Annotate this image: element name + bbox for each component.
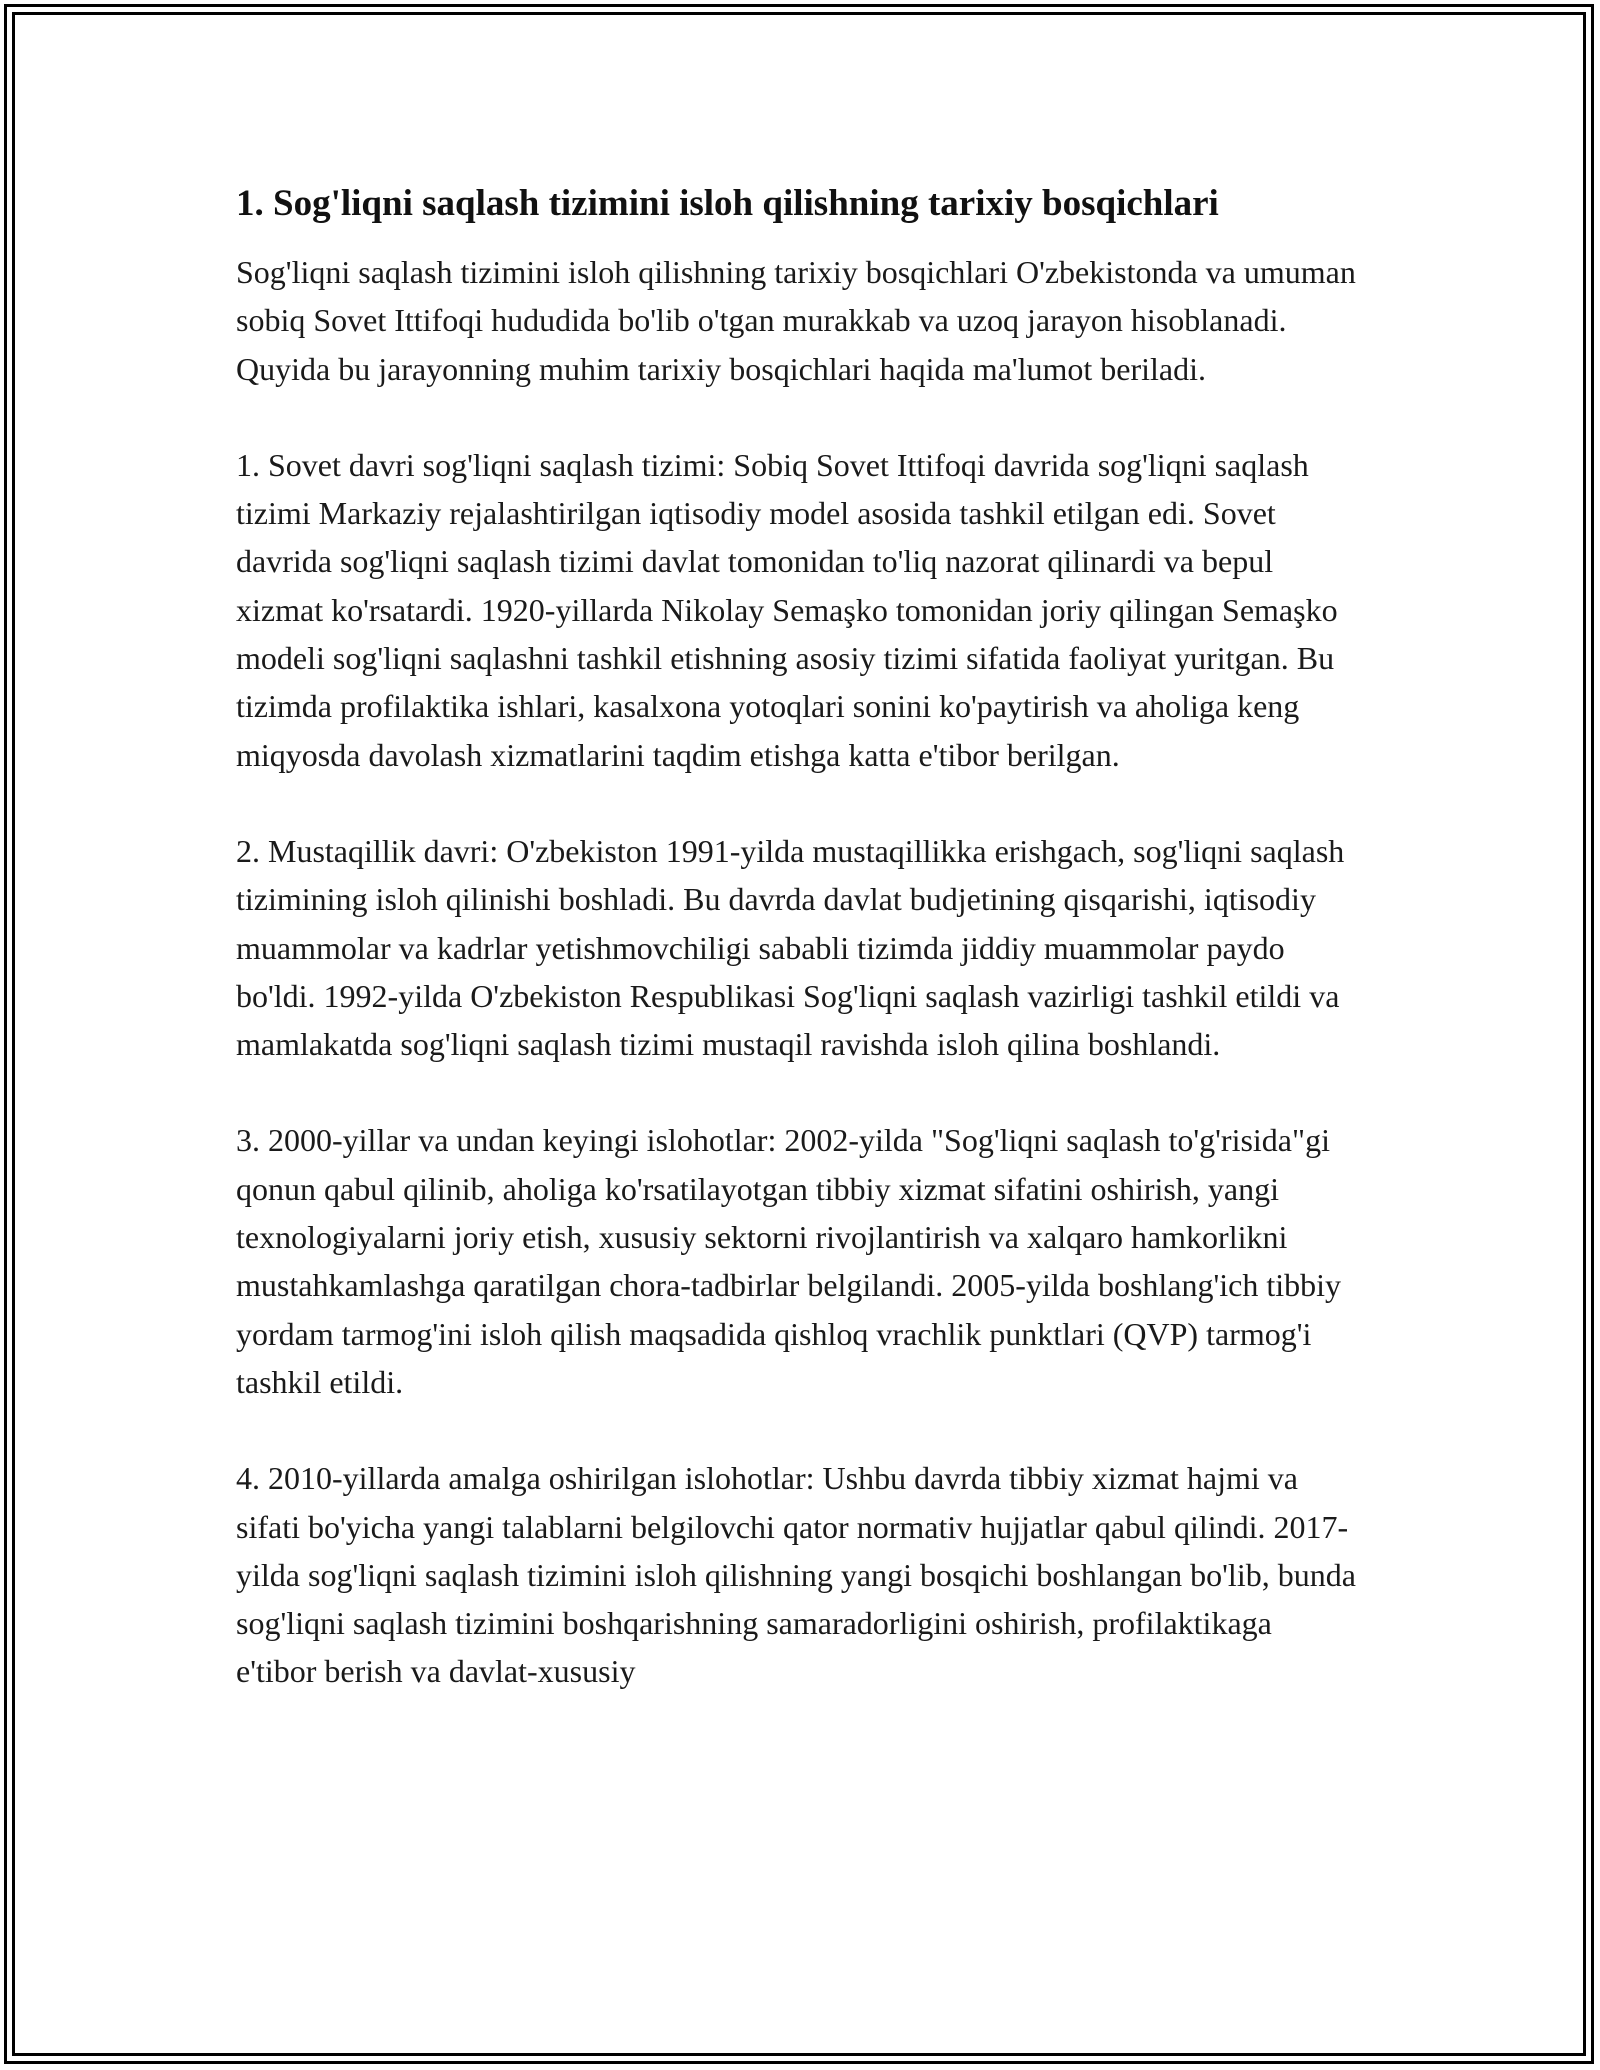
soviet-period-paragraph: 1. Sovet davri sog'liqni saqlash tizimi: Sobiq Sovet Ittifoqi davrida sog'liqni saqlash tizimi Markaziy rejalashtirilgan iqtisodiy model asosida tashkil etilgan edi. Sovet davrida sog'liqni saqlash tizimi davlat tomonidan to'liq nazorat qilinardi va bepul xizmat ko'rsatardi. 1920-yillarda Nikolay Semaşko tomonidan joriy qilingan Semaşko modeli sog'liqni saqlashni tashkil etishning asosiy tizimi sifatida faoliyat yuritgan. Bu tizimda profilaktika ishlari, kasalxona yotoqlari sonini ko'paytirish va aholiga keng miqyosda davolash xizmatlarini taqdim etishga katta e'tibor berilgan. [236,446,1338,773]
document-body [236,182,1360,1744]
intro-paragraph: Sog'liqni saqlash tizimini isloh qilishning tarixiy bosqichlari O'zbekistonda va umuman sobiq Sovet Ittifoqi hududida bo'lib o'tgan murakkab va uzoq jarayon hisoblanadi. Quyida bu jarayonning muhim tarixiy bosqichlari haqida ma'lumot beriladi. [236,254,1356,387]
section-heading: 1. Sog'liqni saqlash tizimini isloh qilishning tarixiy bosqichlari [236,183,1219,224]
reforms-2010s-paragraph: 4. 2010-yillarda amalga oshirilgan islohotlar: Ushbu davrda tibbiy xizmat hajmi va sifati bo'yicha yangi talablarni belgilovchi qator normativ hujjatlar qabul qilindi. 2017-yilda sog'liqni saqlash tizimini isloh qilishning yangi bosqichi boshlangan bo'lib, bunda sog'liqni saqlash tizimini boshqarishning samaradorligini oshirish, profilaktikaga e'tibor berish va davlat-xususiy [236,1460,1356,1690]
reforms-2000s-paragraph: 3. 2000-yillar va undan keyingi islohotlar: 2002-yilda "Sog'liqni saqlash to'g'risida"gi qonun qabul qilinib, aholiga ko'rsatilayotgan tibbiy xizmat sifatini oshirish, yangi texnologiyalarni joriy etish, xususiy sektorni rivojlantirish va xalqaro hamkorlikni mustahkamlashga qaratilgan chora-tadbirlar belgilandi. 2005-yilda boshlang'ich tibbiy yordam tarmog'ini isloh qilish maqsadida qishloq vrachlik punktlari (QVP) tarmog'i tashkil etildi. [236,1122,1342,1400]
independence-period-paragraph: 2. Mustaqillik davri: O'zbekiston 1991-yilda mustaqillikka erishgach, sog'liqni saqlash tizimining isloh qilinishi boshladi. Bu davrda davlat budjetining qisqarishi, iqtisodiy muammolar va kadrlar yetishmovchiligi sababli tizimda jiddiy muammolar paydo bo'ldi. 1992-yilda O'zbekiston Respublikasi Sog'liqni saqlash vazirligi tashkil etildi va mamlakatda sog'liqni saqlash tizimi mustaqil ravishda isloh qilina boshlandi. [236,832,1345,1063]
